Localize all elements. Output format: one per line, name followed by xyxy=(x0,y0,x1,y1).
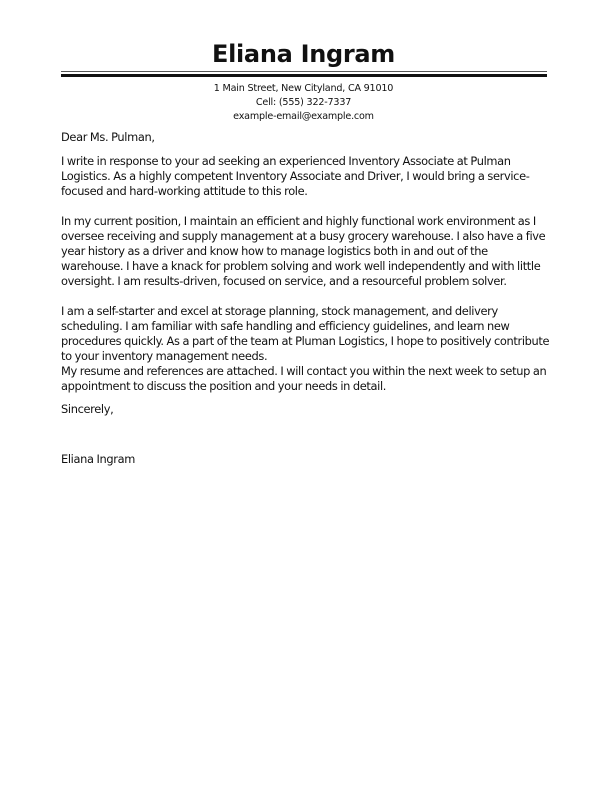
paragraph-text: In my current position, I maintain an efficient and highly functional work environment as I oversee receiving and supply management at a busy grocery warehouse. I also have a five year history as a driver and know how to manage logistics both in and out of the warehouse. I have a knack for problem solving and work well independently and with little oversight. I am results-driven, focused on service, and a resourceful problem solver. xyxy=(61,214,546,288)
contact-phone: Cell: (555) 322-7337 xyxy=(255,97,352,108)
paragraph-text: I am a self-starter and excel at storage planning, stock management, and delivery scheduling. I am familiar with safe handling and efficiency guidelines, and learn new procedures quickly. As a part of the team at Pluman Logistics, I hope to positively contribute to your inventory management needs. xyxy=(61,304,550,363)
paragraph-closing xyxy=(61,364,551,394)
header-rule-thick xyxy=(61,74,547,77)
salutation: Dear Ms. Pulman, xyxy=(61,130,155,144)
contact-email: example-email@example.com xyxy=(233,111,374,122)
paragraph-text: I write in response to your ad seeking an experienced Inventory Associate at Pulman Logistics. As a highly competent Inventory Associate and Driver, I would bring a service-focused and hard-working attitude to this role. xyxy=(61,154,530,198)
signature-name: Eliana Ingram xyxy=(61,452,135,466)
paragraph-skills xyxy=(61,304,551,364)
paragraph-text: My resume and references are attached. I will contact you within the next week to setup an appointment to discuss the position and your needs in detail. xyxy=(61,364,547,393)
closing-salutation: Sincerely, xyxy=(61,402,114,416)
paragraph-intro xyxy=(61,154,551,199)
applicant-name-heading: Eliana Ingram xyxy=(211,40,395,68)
contact-block xyxy=(0,82,607,124)
contact-address: 1 Main Street, New Cityland, CA 91010 xyxy=(213,83,394,94)
header-rule-thin xyxy=(61,71,547,72)
paragraph-experience xyxy=(61,214,551,289)
